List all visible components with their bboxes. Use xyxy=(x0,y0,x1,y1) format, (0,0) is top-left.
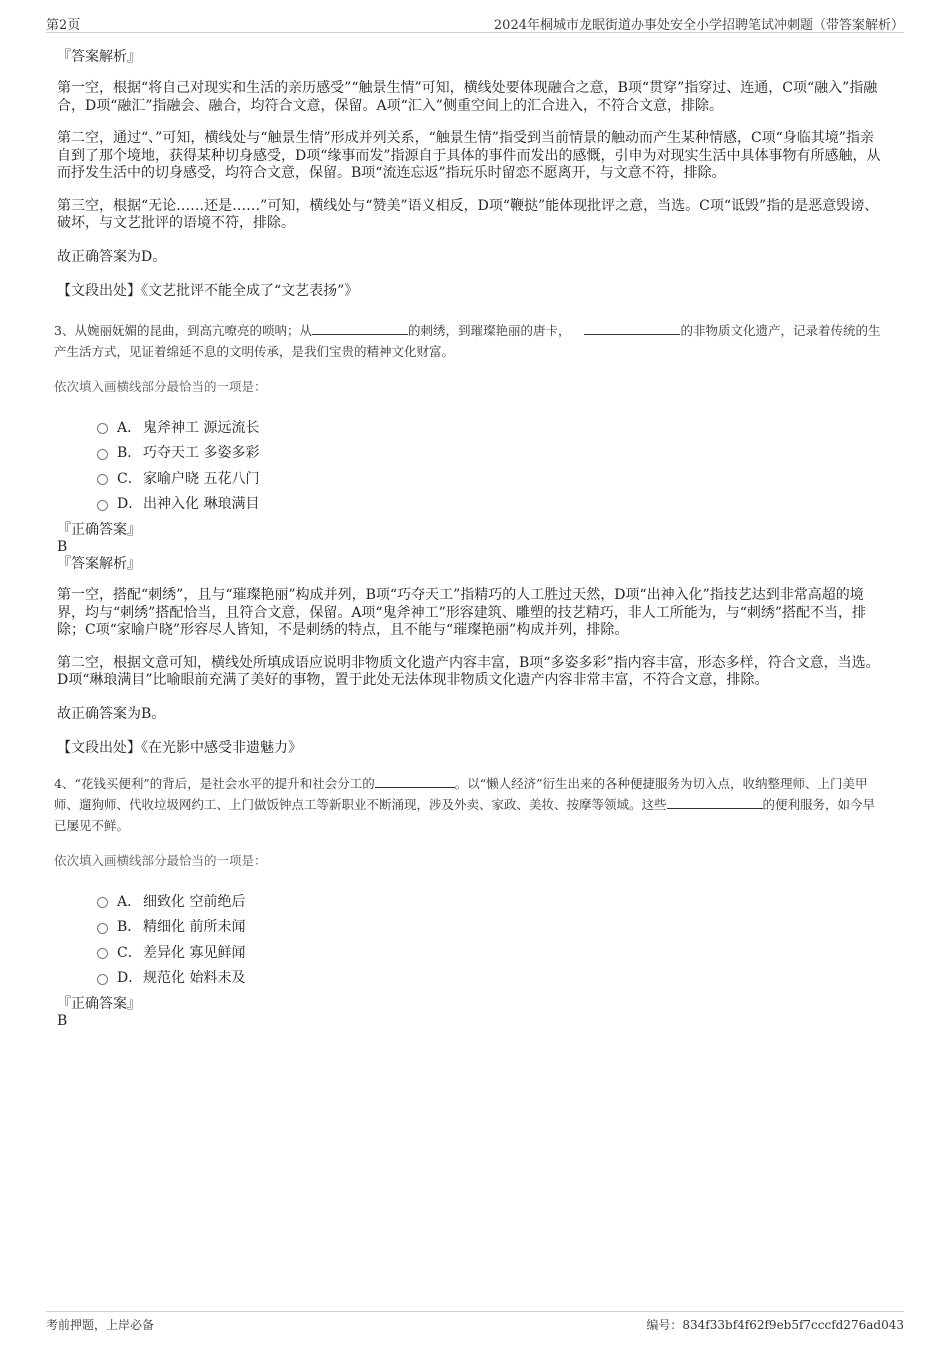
document-id: 编号：834f33bf4f62f9eb5f7cccfd276ad043 xyxy=(646,1318,904,1332)
q2-conclusion: 故正确答案为D。 xyxy=(57,248,167,265)
q3-option-d[interactable]: D． 出神入化 琳琅满目 xyxy=(97,491,887,517)
q4-option-b[interactable]: B． 精细化 前所未闻 xyxy=(97,914,887,940)
document-title: 2024年桐城市龙眠街道办事处安全小学招聘笔试冲刺题（带答案解析） xyxy=(493,18,904,33)
radio-icon[interactable] xyxy=(97,474,108,485)
q2-source: 【文段出处】《文艺批评不能全成了“文艺表扬”》 xyxy=(57,283,359,299)
footer-slogan: 考前押题，上岸必备 xyxy=(46,1318,155,1332)
q3-option-a[interactable]: A． 鬼斧神工 源远流长 xyxy=(97,414,887,440)
blank-line xyxy=(375,775,455,788)
q4-options xyxy=(97,888,887,990)
q3-answer: B xyxy=(57,539,68,555)
blank-line xyxy=(584,322,680,335)
q2-analysis-p2: 第二空，通过“、”可知，横线处与“触景生情”形成并列关系，“触景生情”指受到当前情景的触动而产生某种情感，C项“身临其境”指亲自到了那个境地，获得某种切身感受，D项“缘事而发”指源自于具体的事件而发出的感慨，引申为对现实生活中具体事物有所感触，从而抒发生活中的切身感受，均符合文意，保留。B项“流连忘返”指玩乐时留恋不愿离开，与文意不符，排除。 xyxy=(57,130,881,181)
q2-analysis-label: 『答案解析』 xyxy=(57,49,141,65)
q2-analysis-p1: 第一空，根据“将自己对现实和生活的亲历感受”“触景生情”可知，横线处要体现融合之意，B项“贯穿”指穿过、连通，C项“融入”指融合，D项“融汇”指融会、融合，均符合文意，保留。A项“汇入”侧重空间上的汇合进入，不符合文意，排除。 xyxy=(57,80,878,114)
radio-icon[interactable] xyxy=(97,423,108,434)
page-number: 第2页 xyxy=(46,18,81,33)
q4-option-d[interactable]: D． 规范化 始料未及 xyxy=(97,965,887,991)
q3-options xyxy=(97,414,887,516)
q3-answer-label: 『正确答案』 xyxy=(57,522,141,538)
q3-prompt: 依次填入画横线部分最恰当的一项是： xyxy=(54,379,267,394)
page-header xyxy=(46,0,904,33)
radio-icon[interactable] xyxy=(97,449,108,460)
q3-analysis-p1: 第一空，搭配“刺绣”，且与“璀璨艳丽”构成并列，B项“巧夺天工”指精巧的人工胜过天然，D项“出神入化”指技艺达到非常高超的境界，均与“刺绣”搭配恰当，且符合文意，保留。A项“鬼斧神工”形容建筑、雕塑的技艺精巧，非人工所能为，与“刺绣”搭配不当，排除；C项“家喻户晓”形容尽人皆知，不是刺绣的特点，且不能与“璀璨艳丽”构成并列，排除。 xyxy=(57,587,867,638)
radio-icon[interactable] xyxy=(97,897,108,908)
q2-analysis-p3: 第三空，根据“无论……还是……”可知，横线处与“赞美”语义相反，D项“鞭挞”能体现批评之意，当选。C项“诋毁”指的是恶意毁谤、破坏，与文艺批评的语境不符，排除。 xyxy=(57,197,879,231)
q4-stem: 4、“花钱买便利”的背后，是社会水平的提升和社会分工的 。以“懒人经济”衍生出来的各种便捷服务为切入点，收纳整理师、上门美甲师、遛狗师、代收垃圾网约工、上门做饭钟点工等新职业不断涌现，涉及外卖、家政、美妆、按摩等领域。这些 的便利服务，如今早已屡见不鲜。 xyxy=(54,776,876,833)
q3-stem: 3、从婉丽妩媚的昆曲，到高亢嘹亮的唢呐；从 的刺绣，到璀璨艳丽的唐卡， 的非物质文化遗产，记录着传统的生产生活方式，见证着绵延不息的文明传承，是我们宝贵的精神文化财富。 xyxy=(54,323,881,359)
q3-option-b[interactable]: B． 巧夺天工 多姿多彩 xyxy=(97,440,887,466)
q4-option-a[interactable]: A． 细致化 空前绝后 xyxy=(97,888,887,914)
radio-icon[interactable] xyxy=(97,923,108,934)
q3-option-c[interactable]: C． 家喻户晓 五花八门 xyxy=(97,465,887,491)
page-content xyxy=(54,48,887,1030)
q3-conclusion: 故正确答案为B。 xyxy=(57,705,166,722)
radio-icon[interactable] xyxy=(97,948,108,959)
radio-icon[interactable] xyxy=(97,974,108,985)
blank-line xyxy=(312,322,408,335)
q4-prompt: 依次填入画横线部分最恰当的一项是： xyxy=(54,853,267,868)
q3-analysis-p2: 第二空，根据文意可知，横线处所填成语应说明非物质文化遗产内容丰富，B项“多姿多彩”指内容丰富，形态多样，符合文意，当选。D项“琳琅满目”比喻眼前充满了美好的事物，置于此处无法体现非物质文化遗产内容非常丰富，不符合文意，排除。 xyxy=(57,654,880,688)
q4-option-c[interactable]: C． 差异化 寡见鲜闻 xyxy=(97,939,887,965)
radio-icon[interactable] xyxy=(97,500,108,511)
q4-answer: B xyxy=(57,1013,68,1029)
q3-analysis-label: 『答案解析』 xyxy=(57,556,141,572)
blank-line xyxy=(667,796,763,809)
q3-source: 【文段出处】《在光影中感受非遗魅力》 xyxy=(57,740,302,756)
q4-answer-label: 『正确答案』 xyxy=(57,996,141,1012)
page-footer xyxy=(46,1311,904,1332)
